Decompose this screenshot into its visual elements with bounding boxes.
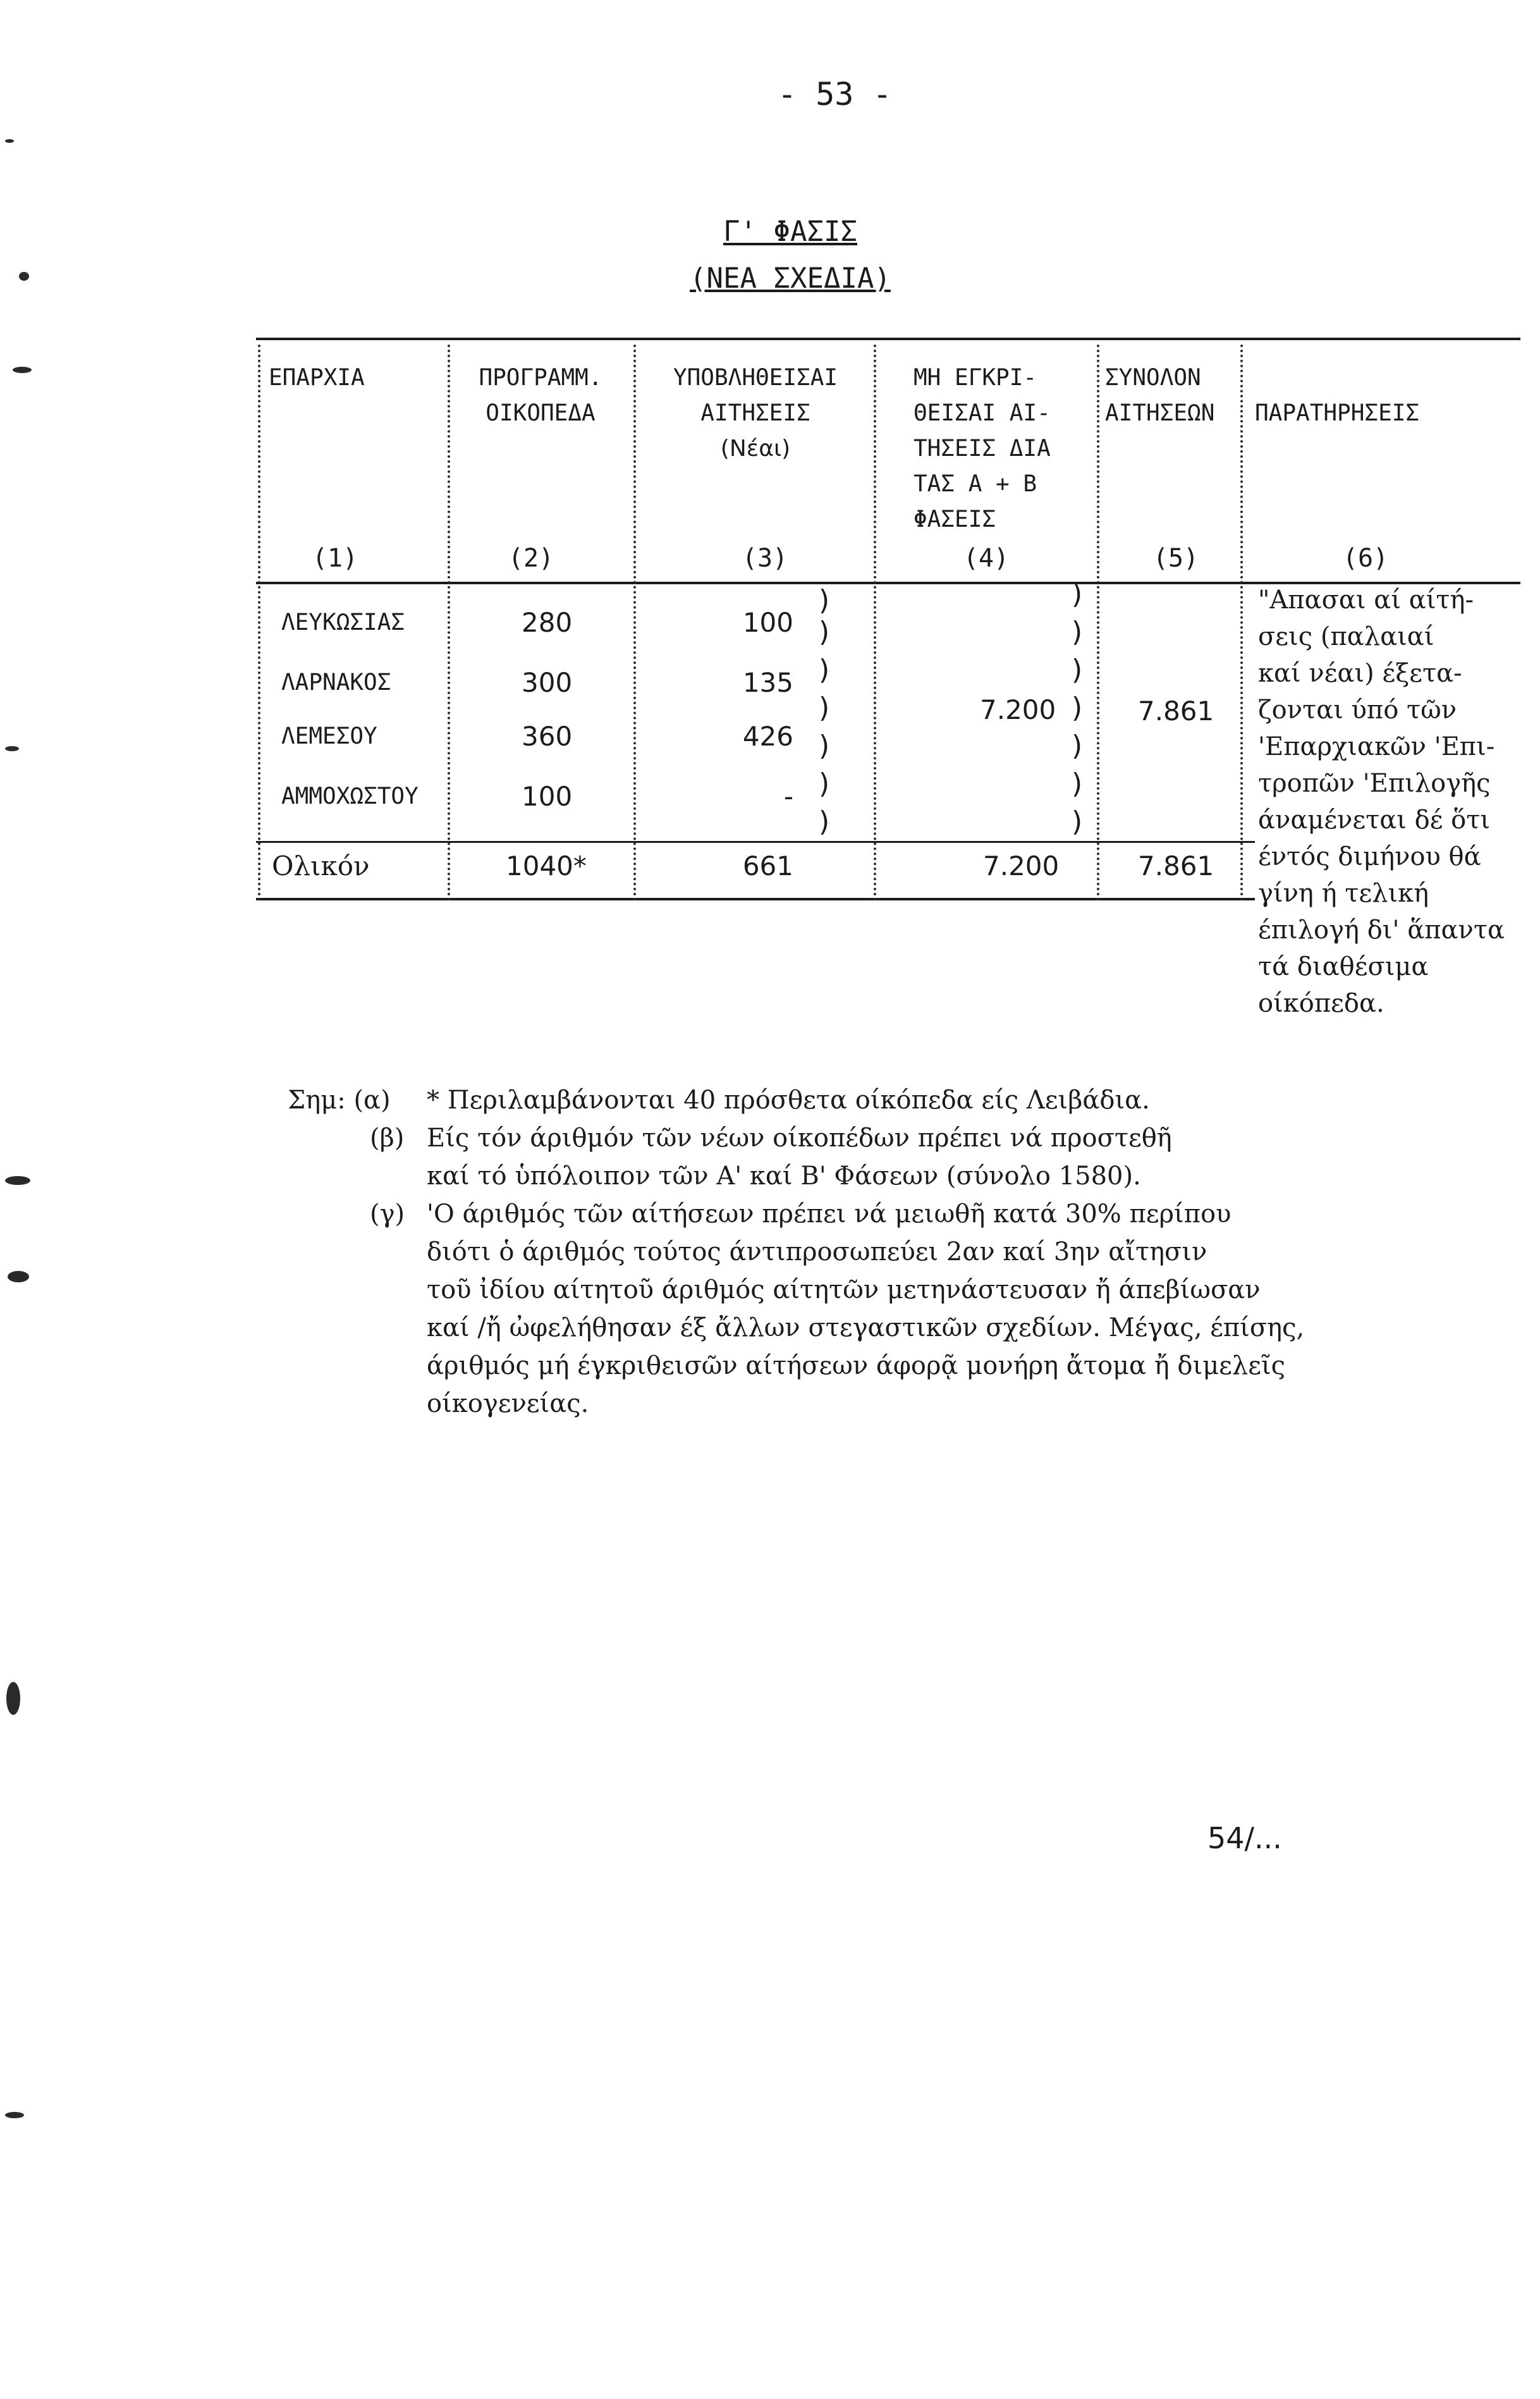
table-bottom-rule bbox=[256, 898, 1255, 900]
notes-block bbox=[288, 1081, 1489, 1423]
header-district: ΕΠΑΡΧΙΑ bbox=[269, 365, 365, 391]
continuation-marker: 54/... bbox=[1207, 1821, 1282, 1855]
total-row-label: Ολικόν bbox=[272, 850, 370, 881]
plots-value: 280 bbox=[522, 607, 573, 638]
scan-speck bbox=[6, 1682, 20, 1715]
section-subtitle: (ΝΕΑ ΣΧΕΔΙΑ) bbox=[690, 262, 891, 295]
bracket-mark: ) bbox=[819, 654, 830, 686]
total-not-approved-value: 7.200 bbox=[983, 850, 1060, 881]
bracket-mark: ) bbox=[819, 584, 830, 617]
district-label: ΛΑΡΝΑΚΟΣ bbox=[281, 670, 391, 696]
note-marker: (β) bbox=[370, 1124, 405, 1153]
note-marker: (α) bbox=[353, 1086, 391, 1115]
bracket-mark: ) bbox=[1072, 578, 1083, 610]
scan-speck bbox=[5, 139, 14, 143]
column-divider bbox=[633, 345, 636, 901]
note-marker: (γ) bbox=[370, 1200, 405, 1229]
plots-value: 300 bbox=[522, 667, 573, 698]
applications-value: 426 bbox=[742, 721, 793, 752]
scan-speck bbox=[5, 746, 19, 751]
column-divider bbox=[874, 345, 876, 901]
table-top-rule bbox=[256, 338, 1520, 340]
scan-speck bbox=[5, 1176, 30, 1185]
bracket-mark: ) bbox=[1072, 616, 1083, 648]
note-text: Είς τόν άριθμόν τῶν νέων οίκοπέδων πρέπει νά προστεθῆ καί τό ὑπόλοιπον τῶν Α' καί Β' Φάσεων (σύνολο 1580). bbox=[427, 1124, 1172, 1191]
note-item bbox=[288, 1195, 1489, 1423]
section-title: Γ' ΦΑΣΙΣ bbox=[723, 216, 857, 248]
table-total-top-rule bbox=[256, 841, 1255, 843]
bracket-mark: ) bbox=[819, 730, 830, 762]
scan-speck bbox=[5, 2112, 24, 2118]
total-plots-value: 1040* bbox=[506, 850, 587, 881]
header-not-approved: ΜΗ ΕΓΚΡΙ- ΘΕΙΣΑΙ ΑΙ- ΤΗΣΕΙΣ ΔΙΑ ΤΑΣ Α + Β ΦΑΣΕΙΣ bbox=[914, 365, 1051, 532]
page-number: - 53 - bbox=[778, 76, 892, 113]
bracket-mark: ) bbox=[1072, 806, 1083, 838]
not-approved-grouped-value: 7.200 bbox=[980, 694, 1056, 725]
scan-speck bbox=[19, 272, 29, 281]
column-number-1: (1) bbox=[312, 544, 358, 573]
bracket-mark: ) bbox=[819, 616, 830, 648]
bracket-mark: ) bbox=[1072, 692, 1083, 724]
header-submitted-applications: ΥΠΟΒΛΗΘΕΙΣΑΙ ΑΙΤΗΣΕΙΣ (Νέαι) bbox=[673, 365, 838, 462]
header-remarks: ΠΑΡΑΤΗΡΗΣΕΙΣ bbox=[1255, 400, 1420, 426]
note-text: * Περιλαμβάνονται 40 πρόσθετα οίκόπεδα είς Λειβάδια. bbox=[427, 1086, 1150, 1115]
column-number-5: (5) bbox=[1152, 544, 1199, 573]
applications-value: - bbox=[783, 781, 793, 812]
total-applications-grouped-value: 7.861 bbox=[1138, 696, 1214, 727]
column-number-3: (3) bbox=[742, 544, 788, 573]
note-text: 'Ο άριθμός τῶν αίτήσεων πρέπει νά μειωθῆ κατά 30% περίπου διότι ὁ άριθμός τούτος άντιπροσωπεύει 2αν καί 3ην αἴτησιν τοῦ ἰδίου αίτητοῦ άριθμός αίτητῶν μετηνάστευσαν ἤ άπεβίωσαν καί /ἤ ὠφελήθησαν έξ ἄλλων στεγαστικῶν σχεδίων. Μέγας, έπίσης, άριθμός μή έγκριθεισῶν αίτήσεων άφορᾷ μονήρη ἄτομα ἤ διμελεῖς οίκογενείας. bbox=[427, 1200, 1305, 1418]
applications-value: 100 bbox=[742, 607, 793, 638]
header-programmed-plots: ΠΡΟΓΡΑΜΜ. ΟΙΚΟΠΕΔΑ bbox=[479, 365, 602, 426]
total-applications-value: 661 bbox=[742, 850, 793, 881]
section-heading bbox=[683, 209, 898, 302]
column-divider bbox=[1240, 345, 1243, 901]
bracket-mark: ) bbox=[1072, 654, 1083, 686]
scan-speck bbox=[8, 1271, 29, 1282]
notes-label: Σημ: bbox=[288, 1086, 346, 1115]
note-item bbox=[288, 1081, 1489, 1119]
bracket-mark: ) bbox=[819, 692, 830, 724]
note-item bbox=[288, 1119, 1489, 1195]
column-number-4: (4) bbox=[963, 544, 1010, 573]
plots-value: 360 bbox=[522, 721, 573, 752]
column-divider bbox=[448, 345, 450, 901]
district-label: ΛΕΥΚΩΣΙΑΣ bbox=[281, 610, 405, 635]
scan-speck bbox=[13, 367, 32, 373]
bracket-mark: ) bbox=[819, 806, 830, 838]
district-label: ΑΜΜΟΧΩΣΤΟΥ bbox=[281, 783, 419, 809]
column-divider bbox=[258, 345, 260, 901]
column-divider bbox=[1097, 345, 1099, 901]
district-label: ΛΕΜΕΣΟΥ bbox=[281, 723, 377, 749]
header-total-applications: ΣΥΝΟΛΟΝ ΑΙΤΗΣΕΩΝ bbox=[1105, 365, 1215, 426]
bracket-mark: ) bbox=[819, 768, 830, 800]
remarks-text: "Απασαι αί αίτή- σεις (παλαιαί καί νέαι) έξετα- ζονται ύπό τῶν 'Επαρχιακῶν 'Επι- τροπῶν 'Επιλογῆς άναμένεται δέ ὅτι έντός διμήνου θά γίνη ή τελική έπιλογή δι' ἅπαντα τά διαθέσιμα οίκόπεδα. bbox=[1258, 586, 1505, 1018]
applications-value: 135 bbox=[742, 667, 793, 698]
bracket-mark: ) bbox=[1072, 730, 1083, 762]
column-number-6: (6) bbox=[1342, 544, 1389, 573]
plots-value: 100 bbox=[522, 781, 573, 812]
column-number-2: (2) bbox=[508, 544, 554, 573]
bracket-mark: ) bbox=[1072, 768, 1083, 800]
total-total-applications-value: 7.861 bbox=[1138, 850, 1214, 881]
